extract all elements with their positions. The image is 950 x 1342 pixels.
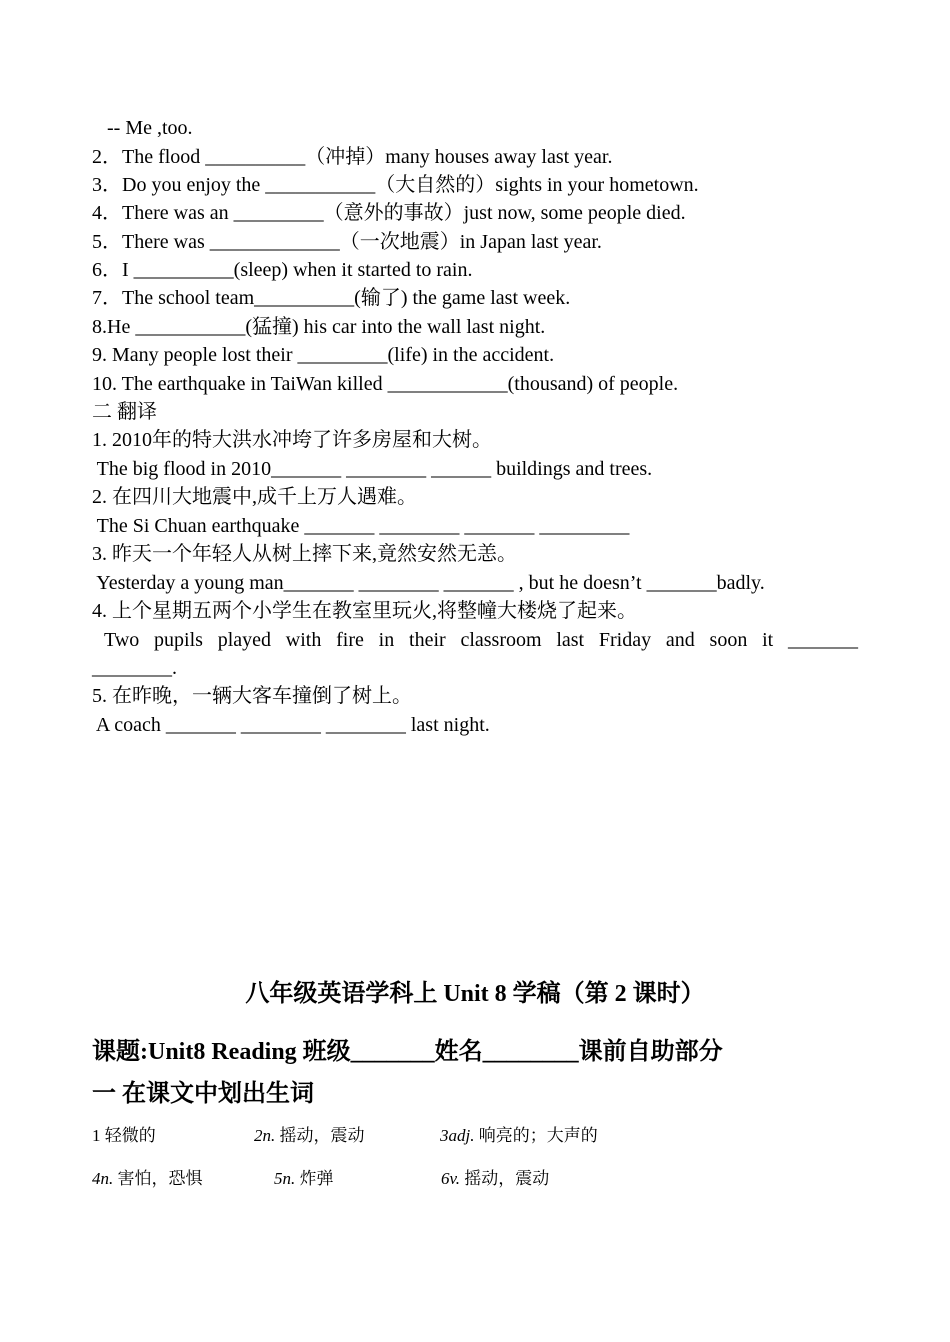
subject-line: 课题:Unit8 Reading 班级_______姓名________课前自助部分 [92,1039,723,1065]
exercise-line-4: 4．There was an _________（意外的事故）just now, some people died. [92,202,686,224]
exercise-line-5: 5．There was _____________（一次地震）in Japan last year. [92,231,602,253]
translation-3-chinese: 3. 昨天一个年轻人从树上摔下来,竟然安然无恙。 [92,543,517,565]
vocab-number: 3 [440,1126,449,1145]
vocab-meaning: 响亮的；大声的 [478,1126,598,1145]
vocab-item-6 [441,1167,549,1191]
exercise-line-8: 8.He ___________(猛撞) his car into the wall last night. [92,316,546,338]
exercise-line-10: 10. The earthquake in TaiWan killed ____________(thousand) of people. [92,373,679,395]
vocab-meaning: 轻微的 [104,1126,156,1145]
vocab-meaning: 害怕，恐惧 [117,1169,203,1188]
exercise-line-9: 9. Many people lost their _________(life) in the accident. [92,344,555,366]
vocab-number: 5 [274,1169,283,1188]
vocab-item-4 [92,1167,203,1191]
vocab-pos: n. [100,1169,114,1188]
lesson-title: 八年级英语学科上 Unit 8 学稿（第 2 课时） [245,981,705,1007]
translation-1-chinese: 1. 2010年的特大洪水冲垮了许多房屋和大树。 [92,429,492,451]
translation-3-english: Yesterday a young man_______ ________ _______ , but he doesn’t _______badly. [92,572,765,594]
vocab-meaning: 摇动，震动 [279,1126,365,1145]
translation-5-english: A coach _______ ________ ________ last night. [92,714,490,736]
vocab-number: 2 [254,1126,263,1145]
exercise-line-2: 2．The flood __________（冲掉）many houses away last year. [92,146,613,168]
vocab-meaning: 摇动，震动 [464,1169,550,1188]
vocab-item-5 [274,1167,334,1191]
translation-4-english-continued: ________. [92,657,177,679]
vocab-item-1 [92,1124,156,1148]
vocab-pos: n. [282,1169,296,1188]
vocab-pos: adj. [448,1126,475,1145]
vocab-number: 4 [92,1169,101,1188]
vocab-meaning: 炸弹 [299,1169,334,1188]
translation-2-english: The Si Chuan earthquake _______ ________ _______ _________ [92,515,630,537]
vocab-number: 6 [441,1169,450,1188]
vocab-number: 1 [92,1126,101,1145]
exercise-line-3: 3．Do you enjoy the ___________（大自然的）sights in your hometown. [92,174,699,196]
vocab-item-3 [440,1124,598,1148]
dialog-line: -- Me ,too. [92,117,193,139]
section-heading: 一 在课文中划出生词 [92,1081,314,1107]
translation-1-english: The big flood in 2010_______ ________ ______ buildings and trees. [92,458,653,480]
translation-5-chinese: 5. 在昨晚，一辆大客车撞倒了树上。 [92,685,412,707]
translation-heading: 二 翻译 [92,401,157,423]
exercise-line-7: 7．The school team__________(输了) the game last week. [92,287,571,309]
translation-4-english: Two pupils played with fire in their classroom last Friday and soon it _______ [104,629,858,651]
translation-2-chinese: 2. 在四川大地震中,成千上万人遇难。 [92,486,417,508]
vocab-pos: n. [262,1126,276,1145]
vocab-item-2 [254,1124,365,1148]
exercise-line-6: 6．I __________(sleep) when it started to rain. [92,259,473,281]
translation-4-chinese: 4. 上个星期五两个小学生在教室里玩火,将整幢大楼烧了起来。 [92,600,637,622]
vocab-pos: v. [449,1169,461,1188]
